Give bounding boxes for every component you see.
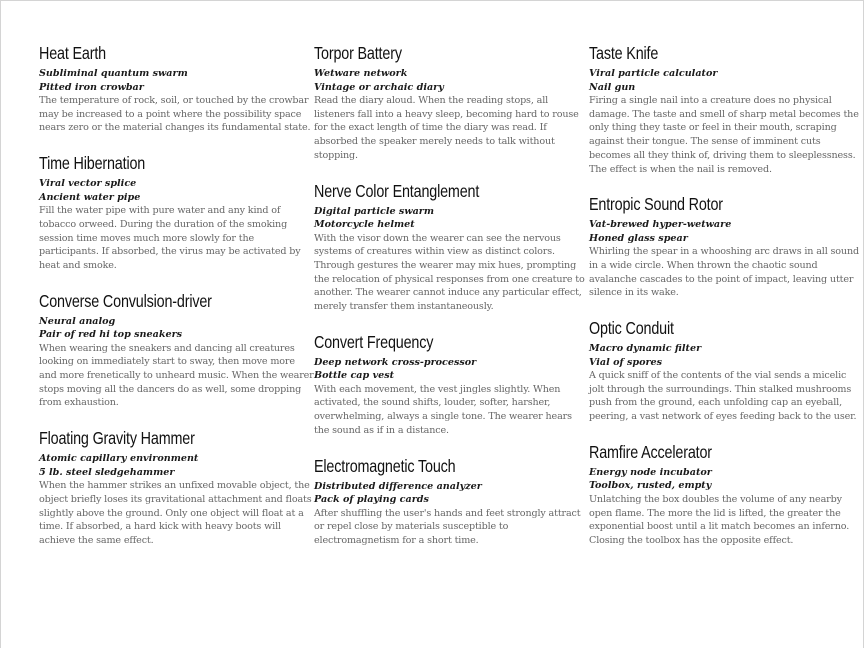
entry-title: Optic Conduit [589,318,674,339]
entry-title: Convert Frequency [314,331,434,352]
entry-description: With the visor down the wearer can see the nervous systems of creatures within view as distinct colors. Through gestures the wearer may mix hues, prompting the relocation of physical responses from one creature to another. The wearer cannot induce any particular effect, merely transfer them instantaneously. [314,232,585,313]
entry-source: Wetware network [314,68,408,79]
entry-source: Macro dynamic filter [589,343,702,355]
entry-title: Heat Earth [39,43,106,63]
entries-columns [39,42,859,565]
entry [314,455,589,548]
entry-object: Pitted iron crowbar [39,81,144,93]
column-2 [314,42,589,565]
entry [589,441,864,548]
entry-description: The temperature of rock, soil, or touched by the crowbar may be increased to a point where the possibility space nears zero or the material changes its fundamental state. [39,95,311,134]
entry [39,427,314,548]
entry-source: Viral particle calculator [589,68,718,79]
entry-source: Neural analog [39,315,116,327]
entry-object: Vintage or archaic diary [314,81,444,93]
entry-description: After shuffling the user's hands and feet strongly attract or repel close by materials susceptible to electromagnetism for a short time. [314,507,581,546]
entry-source: Energy node incubator [589,466,712,478]
column-3 [589,42,864,565]
entry-title: Electromagnetic Touch [314,455,456,476]
entry-description: When wearing the sneakers and dancing all creatures looking on immediately start to sway, then move more and more frenetically to unheard music. When the wearer stops moving all the dancers do as well, some dropping from exhaustion. [39,342,314,409]
entry-description: Read the diary aloud. When the reading stops, all listeners fall into a heavy sleep, becoming hard to rouse for the exact length of time the diary was read. If absorbed the speaker merely needs to talk without stopping. [314,95,579,161]
entry-description: Firing a single nail into a creature does no physical damage. The taste and smell of sharp metal becomes the only thing they taste or feel in their mouth, scraping against their tongue. The sense of imminent cuts becomes all they think of, driving them to sleeplessness. The effect is when the nail is removed. [589,95,859,175]
entry [314,42,589,163]
column-1 [39,42,314,565]
entry [589,317,864,424]
entry-description: When the hammer strikes an unfixed movable object, the object briefly loses its gravitational attachment and floats slightly above the ground. Only one object will float at a time. If absorbed, a hard kick with heavy boots will achieve the same effect. [39,480,312,546]
entry [589,193,864,300]
entry-description: Whirling the spear in a whooshing arc draws in all sound in a wide circle. When thrown the chaotic sound avalanche cascades to the point of impact, leaving utter silence in its wake. [589,246,859,299]
entry-object: Bottle cap vest [314,370,395,382]
entry-object: Toolbox, rusted, empty [589,480,712,492]
entry-source: Viral vector splice [39,178,137,190]
entry [314,180,589,314]
entry-title: Floating Gravity Hammer [39,428,195,449]
entry [314,331,589,438]
entry-title: Torpor Battery [314,43,402,63]
entry-source: Digital particle swarm [314,205,435,217]
entry-object: Vial of spores [589,356,663,368]
entry-object: 5 lb. steel sledgehammer [39,466,175,478]
entry-source: Vat-brewed hyper-wetware [589,219,732,231]
entry-title: Time Hibernation [39,153,146,174]
entry-object: Ancient water pipe [39,191,141,203]
entry-object: Nail gun [589,81,636,93]
entry [39,42,314,135]
entry-object: Pair of red hi top sneakers [39,329,183,341]
entry-source: Deep network cross-processor [314,356,477,368]
entry-title: Taste Knife [589,43,659,63]
entry-object: Motorcycle helmet [314,219,415,231]
entry [39,152,314,273]
entry-object: Pack of playing cards [314,494,429,506]
entry-source: Subliminal quantum swarm [39,68,188,79]
entry-title: Entropic Sound Rotor [589,194,723,215]
entry-description: A quick sniff of the contents of the vial sends a micelic jolt through the surroundings. Thin stalked mushrooms push from the ground, each unfolding cap an eyeball, peering, a vast network of eyes feeding back to the user. [589,370,857,423]
entry-description: With each movement, the vest jingles slightly. When activated, the sound shifts, louder, softer, harsher, overwhelming, always a single tone. The wearer hears the sound as if in a distance. [314,383,572,436]
entry-title: Converse Convulsion-driver [39,290,212,311]
entry-description: Unlatching the box doubles the volume of any nearby open flame. The more the lid is lifted, the greater the exponential boost until a lit match becomes an inferno. Closing the toolbox has the opposite effect. [589,493,850,546]
entry-title: Nerve Color Entanglement [314,180,480,201]
entry-object: Honed glass spear [589,232,688,244]
entry-description: Fill the water pipe with pure water and any kind of tobacco orweed. During the duration of the smoking session time moves much more slowly for the participants. If absorbed, the virus may be activated by heat and smoke. [39,205,301,271]
entry-source: Atomic capillary environment [39,453,199,465]
entry-title: Ramfire Accelerator [589,441,712,462]
entry [39,290,314,411]
entry-source: Distributed difference analyzer [314,480,482,492]
entry [589,42,864,176]
